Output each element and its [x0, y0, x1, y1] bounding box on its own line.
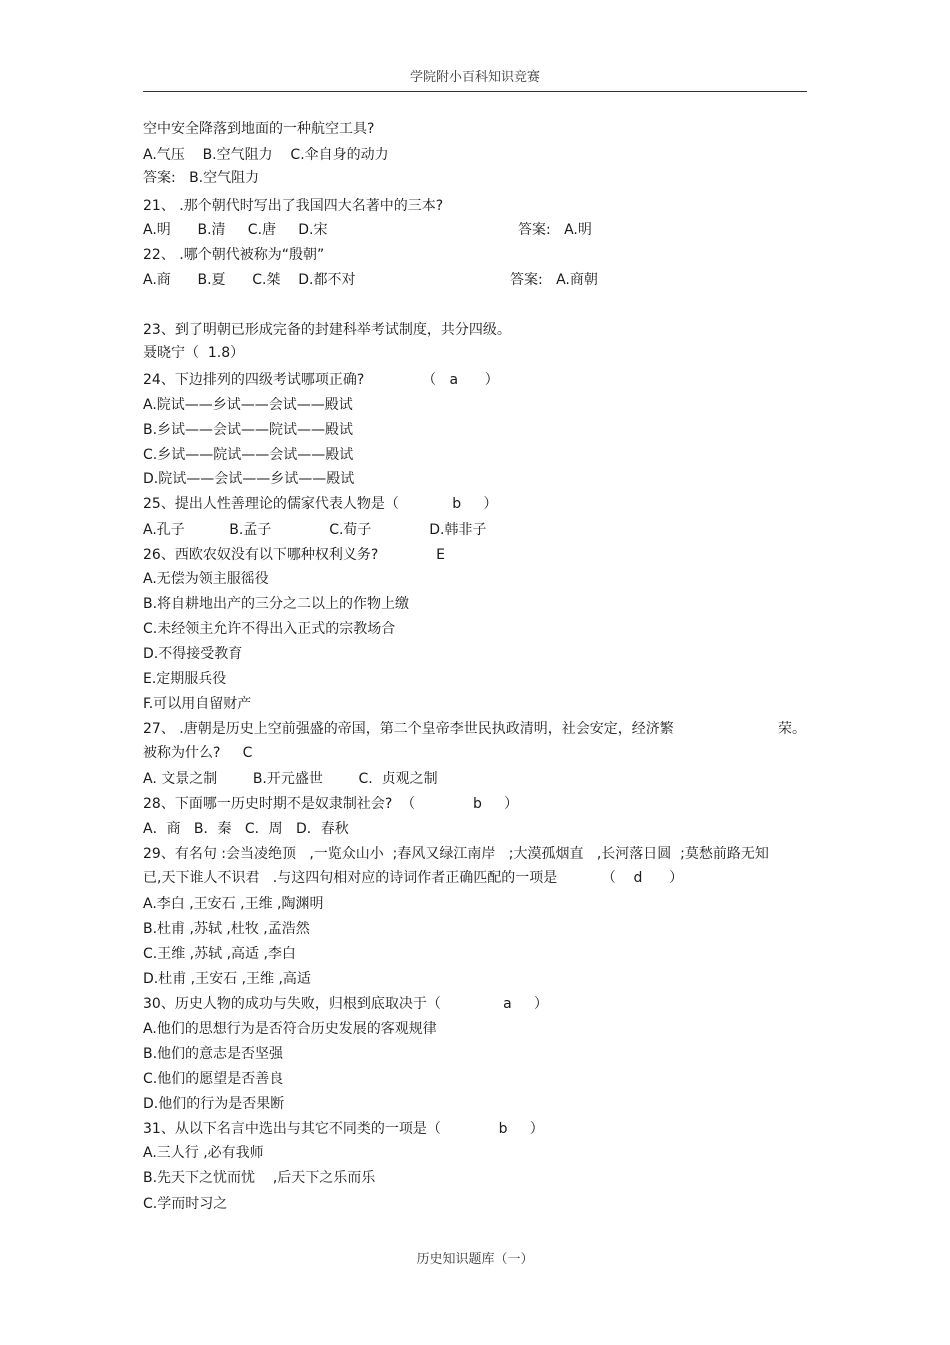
- text-line: A．商 B．秦 C．周 D．春秋: [143, 821, 349, 837]
- q27-line-end: 荣。: [778, 721, 806, 737]
- text-line: A.孔子 B.孟子 C.荀子 D.韩非子: [143, 522, 487, 538]
- text-line: A.李白 ,王安石 ,王维 ,陶渊明: [143, 896, 324, 912]
- text-line: 30、历史人物的成功与失败，归根到底取决于（ a ）: [143, 996, 548, 1012]
- text-line: D.他们的行为是否果断: [143, 1096, 285, 1112]
- text-line: C.学而时习之: [143, 1196, 228, 1212]
- text-line: A.三人行 ,必有我师: [143, 1145, 264, 1161]
- text-line: 被称为什么? C: [143, 745, 253, 761]
- text-line: 21、 .那个朝代时写出了我国四大名著中的三本?: [143, 198, 444, 214]
- text-line: C.乡试——院试——会试——殿试: [143, 447, 354, 463]
- page-header: 学院附小百科知识竞赛: [409, 70, 540, 85]
- text-line: 空中安全降落到地面的一种航空工具?: [143, 121, 375, 137]
- text-line: B.杜甫 ,苏轼 ,杜牧 ,孟浩然: [143, 921, 310, 937]
- text-line: 已,天下谁人不识君 .与这四句相对应的诗词作者正确匹配的一项是 （ d ）: [143, 870, 684, 886]
- text-line: 聂晓宁（ 1.8）: [143, 345, 245, 361]
- text-line: 23、到了明朝已形成完备的封建科举考试制度，共分四级。: [143, 322, 511, 338]
- header-divider: [143, 91, 807, 92]
- text-line: 25、提出人性善理论的儒家代表人物是（ b ）: [143, 496, 498, 512]
- text-line: A.他们的思想行为是否符合历史发展的客观规律: [143, 1021, 437, 1037]
- text-line: 31、从以下名言中选出与其它不同类的一项是（ b ）: [143, 1121, 544, 1137]
- text-line: 答案: B.空气阻力: [143, 170, 260, 186]
- text-line: 22、 .哪个朝代被称为“殷朝”: [143, 247, 325, 263]
- text-line: 26、西欧农奴没有以下哪种权利义务? E: [143, 547, 445, 563]
- text-line: A.商 B.夏 C.桀 D.都不对: [143, 272, 356, 288]
- text-line: A.院试——乡试——会试——殿试: [143, 397, 353, 413]
- text-line: C.他们的愿望是否善良: [143, 1071, 284, 1087]
- text-line: D.杜甫 ,王安石 ,王维 ,高适: [143, 971, 311, 987]
- text-line: 24、下边排列的四级考试哪项正确? （ a ）: [143, 372, 499, 388]
- text-line: B.将自耕地出产的三分之二以上的作物上缴: [143, 596, 410, 612]
- answer-q21: 答案: A.明: [518, 222, 592, 238]
- text-line: A.气压 B.空气阻力 C.伞自身的动力: [143, 147, 389, 163]
- text-line: A. 文景之制 B.开元盛世 C. 贞观之制: [143, 771, 438, 787]
- text-line: 27、 .唐朝是历史上空前强盛的帝国，第二个皇帝李世民执政清明，社会安定，经济繁: [143, 721, 674, 737]
- page-footer: 历史知识题库（一）: [416, 1252, 534, 1267]
- text-line: B.他们的意志是否坚强: [143, 1046, 284, 1062]
- answer-q22: 答案: A.商朝: [510, 272, 598, 288]
- text-line: F.可以用自留财产: [143, 696, 252, 712]
- text-line: B.乡试——会试——院试——殿试: [143, 422, 354, 438]
- text-line: E.定期服兵役: [143, 671, 227, 687]
- text-line: C.王维 ,苏轼 ,高适 ,李白: [143, 946, 296, 962]
- text-line: 29、有名句 :会当凌绝顶 ,一览众山小 ;春风又绿江南岸 ;大漠孤烟直 ,长河落日圆 ;莫愁前路无知: [143, 846, 769, 862]
- text-line: D.不得接受教育: [143, 646, 243, 662]
- text-line: 28、下面哪一历史时期不是奴隶制社会? （ b ）: [143, 796, 519, 812]
- text-line: A.无偿为领主服徭役: [143, 571, 269, 587]
- text-line: B.先天下之忧而忧 ,后天下之乐而乐: [143, 1170, 376, 1186]
- text-line: D.院试——会试——乡试——殿试: [143, 471, 355, 487]
- text-line: A.明 B.清 C.唐 D.宋: [143, 222, 328, 238]
- text-line: C.未经领主允许不得出入正式的宗教场合: [143, 621, 396, 637]
